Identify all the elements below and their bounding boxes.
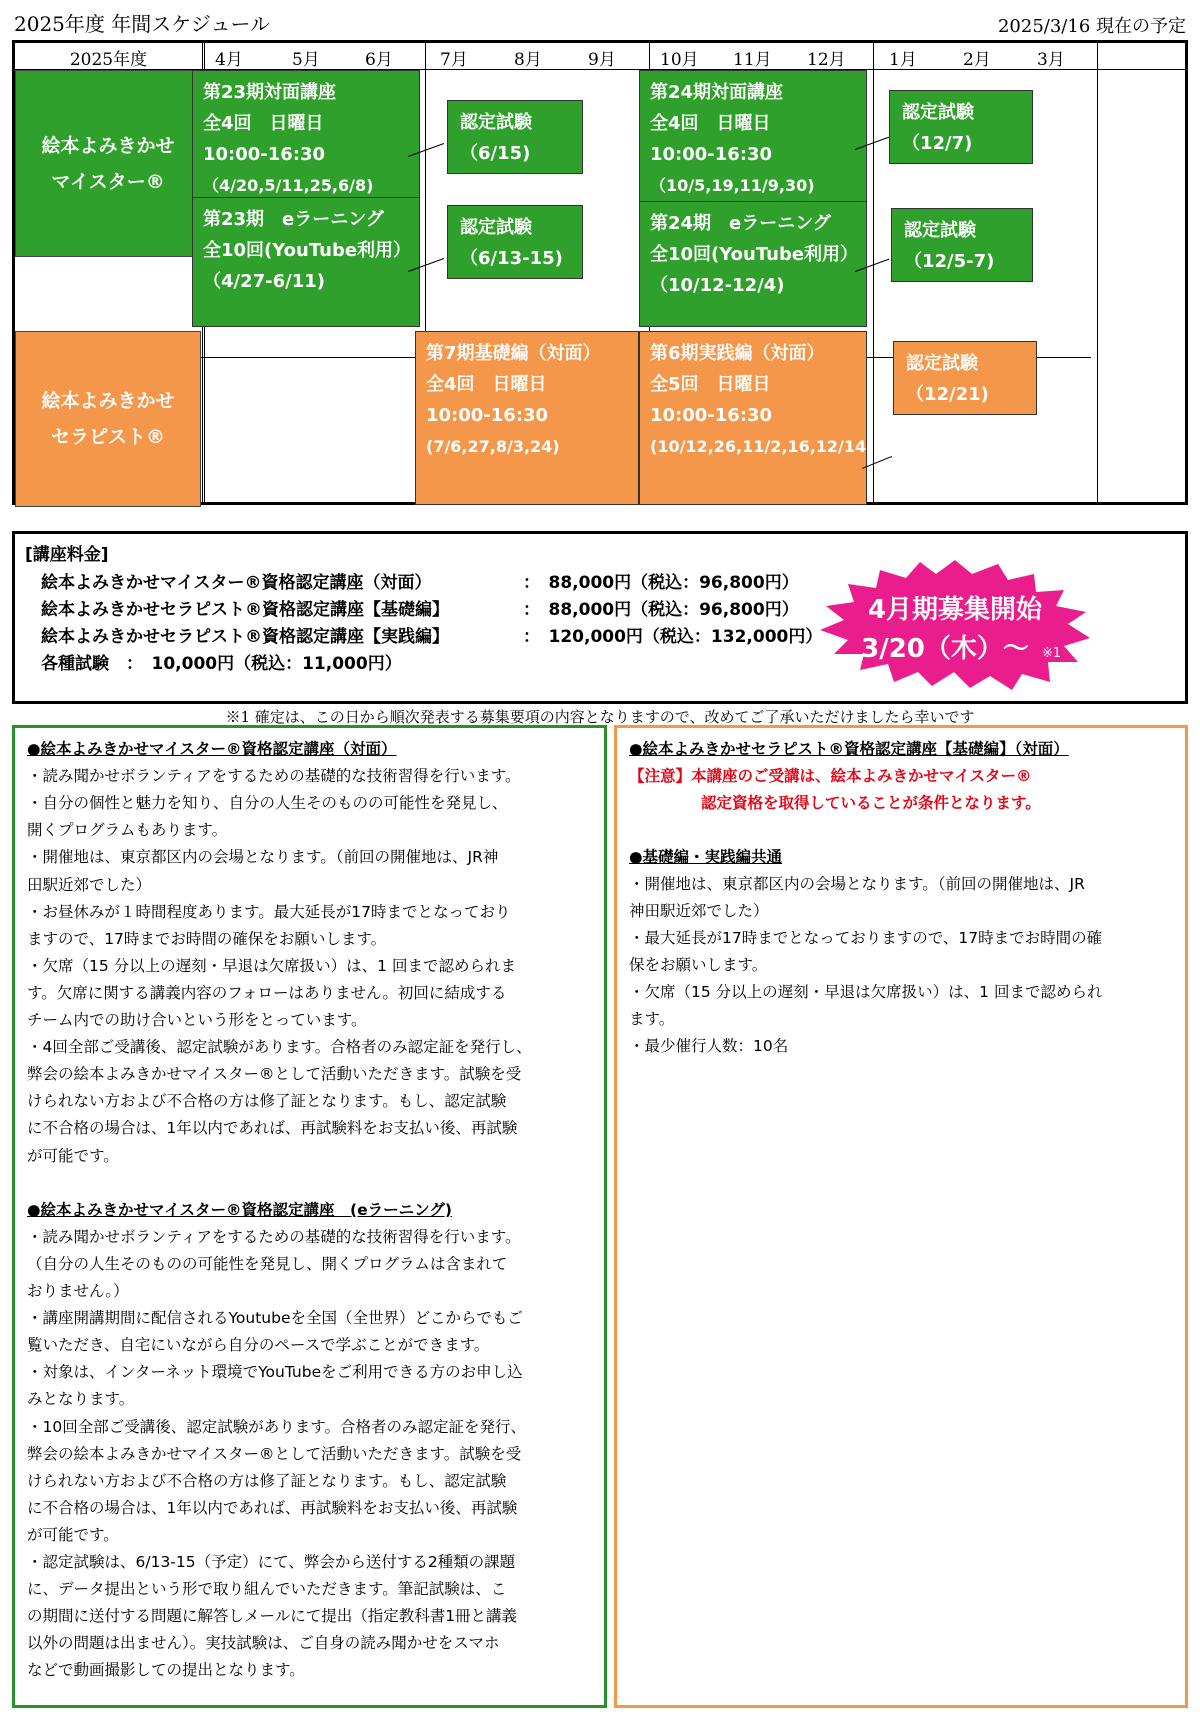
detail-line: ・最少催行人数：10名 bbox=[629, 1037, 789, 1055]
detail-line: 田駅近郊でした） bbox=[27, 875, 152, 894]
section-heading: ●絵本よみきかせマイスター®資格認定講座（対面） bbox=[27, 740, 397, 758]
course-block-23-face: 第23期対面講座 全4回 日曜日 10:00-16:30 （4/20,5/11,25,6/8) bbox=[192, 70, 420, 208]
month-label: 10月 bbox=[660, 50, 699, 70]
detail-line: ・対象は、インターネット環境でYouTubeをご利用できる方のお申し込 bbox=[27, 1363, 523, 1382]
exam-fee: 各種試験 ： 10,000円（税込：11,000円） bbox=[41, 654, 402, 674]
detail-line: 以外の問題は出ません）。実技試験は、ご自身の読み聞かせをスマホ bbox=[27, 1634, 500, 1653]
exam-block-12-21: 認定試験 （12/21) bbox=[893, 341, 1037, 415]
section-heading: ●絵本よみきかせマイスター®資格認定講座 (eラーニング) bbox=[27, 1200, 452, 1219]
burst-line1: 4月期募集開始 bbox=[867, 595, 1043, 625]
detail-line: が可能です。 bbox=[27, 1525, 119, 1544]
detail-line: に、データ提出という形で取り組んでいただきます。筆記試験は、こ bbox=[27, 1580, 507, 1599]
fee-item-price: ： 88,000円（税込：96,800円） bbox=[523, 600, 799, 620]
detail-line: 保をお願いします。 bbox=[629, 956, 768, 974]
starburst-shape bbox=[820, 560, 1090, 690]
month-label: 7月 bbox=[440, 50, 468, 70]
detail-line: ・最大延長が17時までとなっておりますので、17時までお時間の確 bbox=[629, 929, 1103, 947]
exam-block-12-7: 認定試験 （12/7) bbox=[889, 90, 1033, 164]
month-label: 9月 bbox=[588, 50, 616, 70]
fee-item-name: 絵本よみきかせセラピスト®資格認定講座【実践編】 bbox=[41, 627, 449, 647]
month-label: 6月 bbox=[365, 50, 393, 70]
detail-line: おりません。） bbox=[27, 1282, 129, 1300]
month-label: 4月 bbox=[215, 50, 243, 70]
fee-item-name: 絵本よみきかせマイスター®資格認定講座（対面） bbox=[41, 573, 432, 593]
common-heading: ●基礎編・実践編共通 bbox=[629, 848, 783, 866]
fee-item-price: ： 88,000円（税込：96,800円） bbox=[523, 573, 799, 593]
detail-line: みとなります。 bbox=[27, 1390, 135, 1409]
notice-line: 【注意】本講座のご受講は、絵本よみきかせマイスター® bbox=[629, 767, 1032, 785]
detail-line: ますので、17時までお時間の確保をお願いします。 bbox=[27, 929, 387, 948]
detail-line: ・開催地は、東京都区内の会場となります。（前回の開催地は、JR神 bbox=[27, 848, 499, 867]
burst-note: ※1 bbox=[1042, 646, 1062, 661]
month-label: 3月 bbox=[1037, 50, 1065, 70]
month-label: 12月 bbox=[807, 50, 846, 70]
detail-line: ・欠席（15 分以上の遅刻・早退は欠席扱い）は、1 回まで認められま bbox=[27, 956, 516, 975]
row-label-therapist: 絵本よみきかせ セラピスト® bbox=[15, 331, 201, 507]
course-block-practice-6: 第6期実践編（対面） 全5回 日曜日 10:00-16:30 (10/12,26,11/2,16,12/14) bbox=[639, 331, 867, 505]
detail-line: の期間に送付する問題に解答しメールにて提出（指定教科書1冊と講義 bbox=[27, 1607, 518, 1626]
schedule-table bbox=[12, 40, 1188, 505]
page-title: 2025年度 年間スケジュール bbox=[14, 12, 271, 36]
detail-line: に不合格の場合は、1年以内であれば、再試験料をお支払い後、再試験 bbox=[27, 1119, 518, 1138]
fee-item-price: ： 120,000円（税込：132,000円） bbox=[523, 627, 823, 647]
exam-block-12-5-7: 認定試験 （12/5-7) bbox=[891, 208, 1033, 282]
month-label: 1月 bbox=[889, 50, 917, 70]
detail-line: ・4回全部ご受講後、認定試験があります。合格者のみ認定証を発行し、 bbox=[27, 1038, 532, 1057]
row-label-meister: 絵本よみきかせ マイスター® bbox=[15, 70, 201, 257]
fee-title: [講座料金] bbox=[25, 545, 109, 565]
notice-line: 認定資格を取得していることが条件となります。 bbox=[701, 794, 1041, 812]
burst-line2: 3/20（木）～ bbox=[861, 634, 1029, 664]
therapist-details bbox=[614, 725, 1188, 1708]
detail-line: 弊会の絵本よみきかせマイスター®として活動いただきます。試験を受 bbox=[27, 1065, 522, 1084]
exam-block-6-13-15: 認定試験 （6/13-15) bbox=[447, 205, 583, 279]
detail-line: ・講座開講期間に配信されるYoutubeを全国（全世界）どこからでもご bbox=[27, 1309, 523, 1328]
detail-line: ・開催地は、東京都区内の会場となります。（前回の開催地は、JR bbox=[629, 875, 1085, 893]
detail-line: す。欠席に関する講義内容のフォローはありません。初回に結成する bbox=[27, 983, 507, 1002]
month-label: 8月 bbox=[514, 50, 542, 70]
month-label: 5月 bbox=[292, 50, 320, 70]
meister-details bbox=[12, 725, 607, 1708]
detail-line: 弊会の絵本よみきかせマイスター®として活動いただきます。試験を受 bbox=[27, 1444, 522, 1463]
exam-block-6-15: 認定試験 （6/15) bbox=[447, 100, 583, 174]
therapist-heading: ●絵本よみきかせセラピスト®資格認定講座【基礎編】（対面） bbox=[629, 740, 1069, 758]
detail-line: （自分の人生そのものの可能性を発見し、開くプログラムは含まれて bbox=[27, 1254, 508, 1273]
course-block-basic-7: 第7期基礎編（対面） 全4回 日曜日 10:00-16:30 (7/6,27,8/3,24) bbox=[415, 331, 639, 505]
detail-line: けられない方および不合格の方は修了証となります。もし、認定試験 bbox=[27, 1092, 507, 1111]
detail-line: ・10回全部ご受講後、認定試験があります。合格者のみ認定証を発行、 bbox=[27, 1417, 526, 1436]
detail-line: ・欠席（15 分以上の遅刻・早退は欠席扱い）は、1 回まで認められ bbox=[629, 983, 1103, 1001]
detail-line: 神田駅近郊でした） bbox=[629, 902, 769, 920]
detail-line: ・自分の個性と魅力を知り、自分の人生そのものの可能性を発見し、 bbox=[27, 794, 508, 813]
detail-line: ます。 bbox=[629, 1010, 675, 1028]
detail-line: ・読み聞かせボランティアをするための基礎的な技術習得を行います。 bbox=[27, 767, 521, 786]
detail-line: けられない方および不合格の方は修了証となります。もし、認定試験 bbox=[27, 1471, 507, 1490]
recruitment-starburst bbox=[820, 560, 1090, 690]
course-block-24-elearning: 第24期 eラーニング 全10回(YouTube利用） （10/12-12/4) bbox=[639, 201, 867, 327]
header-year: 2025年度 bbox=[69, 50, 148, 70]
month-label: 2月 bbox=[963, 50, 991, 70]
month-label: 11月 bbox=[733, 50, 772, 70]
detail-line: チーム内での助け合いという形をとっています。 bbox=[27, 1011, 367, 1029]
course-block-23-elearning: 第23期 eラーニング 全10回(YouTube利用） （4/27-6/11) bbox=[192, 197, 420, 327]
course-block-24-face: 第24期対面講座 全4回 日曜日 10:00-16:30 （10/5,19,11/9,30) bbox=[639, 70, 867, 208]
detail-line: 開くプログラムもあります。 bbox=[27, 821, 228, 840]
schedule-date: 2025/3/16 現在の予定 bbox=[997, 16, 1186, 37]
detail-line: 覧いただき、自宅にいながら自分のペースで学ぶことができます。 bbox=[27, 1336, 490, 1355]
detail-line: が可能です。 bbox=[27, 1146, 119, 1165]
detail-line: ・お昼休みが１時間程度あります。最大延長が17時までとなっており bbox=[27, 902, 511, 921]
detail-line: に不合格の場合は、1年以内であれば、再試験料をお支払い後、再試験 bbox=[27, 1498, 518, 1517]
footnote: ※1 確定は、この日から順次発表する募集要項の内容となりますので、改めてご了承いただけましたら幸いです bbox=[225, 708, 975, 726]
detail-line: ・読み聞かせボランティアをするための基礎的な技術習得を行います。 bbox=[27, 1227, 521, 1246]
fee-item-name: 絵本よみきかせセラピスト®資格認定講座【基礎編】 bbox=[41, 600, 449, 620]
detail-line: ・認定試験は、6/13-15（予定）にて、弊会から送付する2種類の課題 bbox=[27, 1553, 516, 1571]
detail-line: などで動画撮影しての提出となります。 bbox=[27, 1661, 305, 1680]
